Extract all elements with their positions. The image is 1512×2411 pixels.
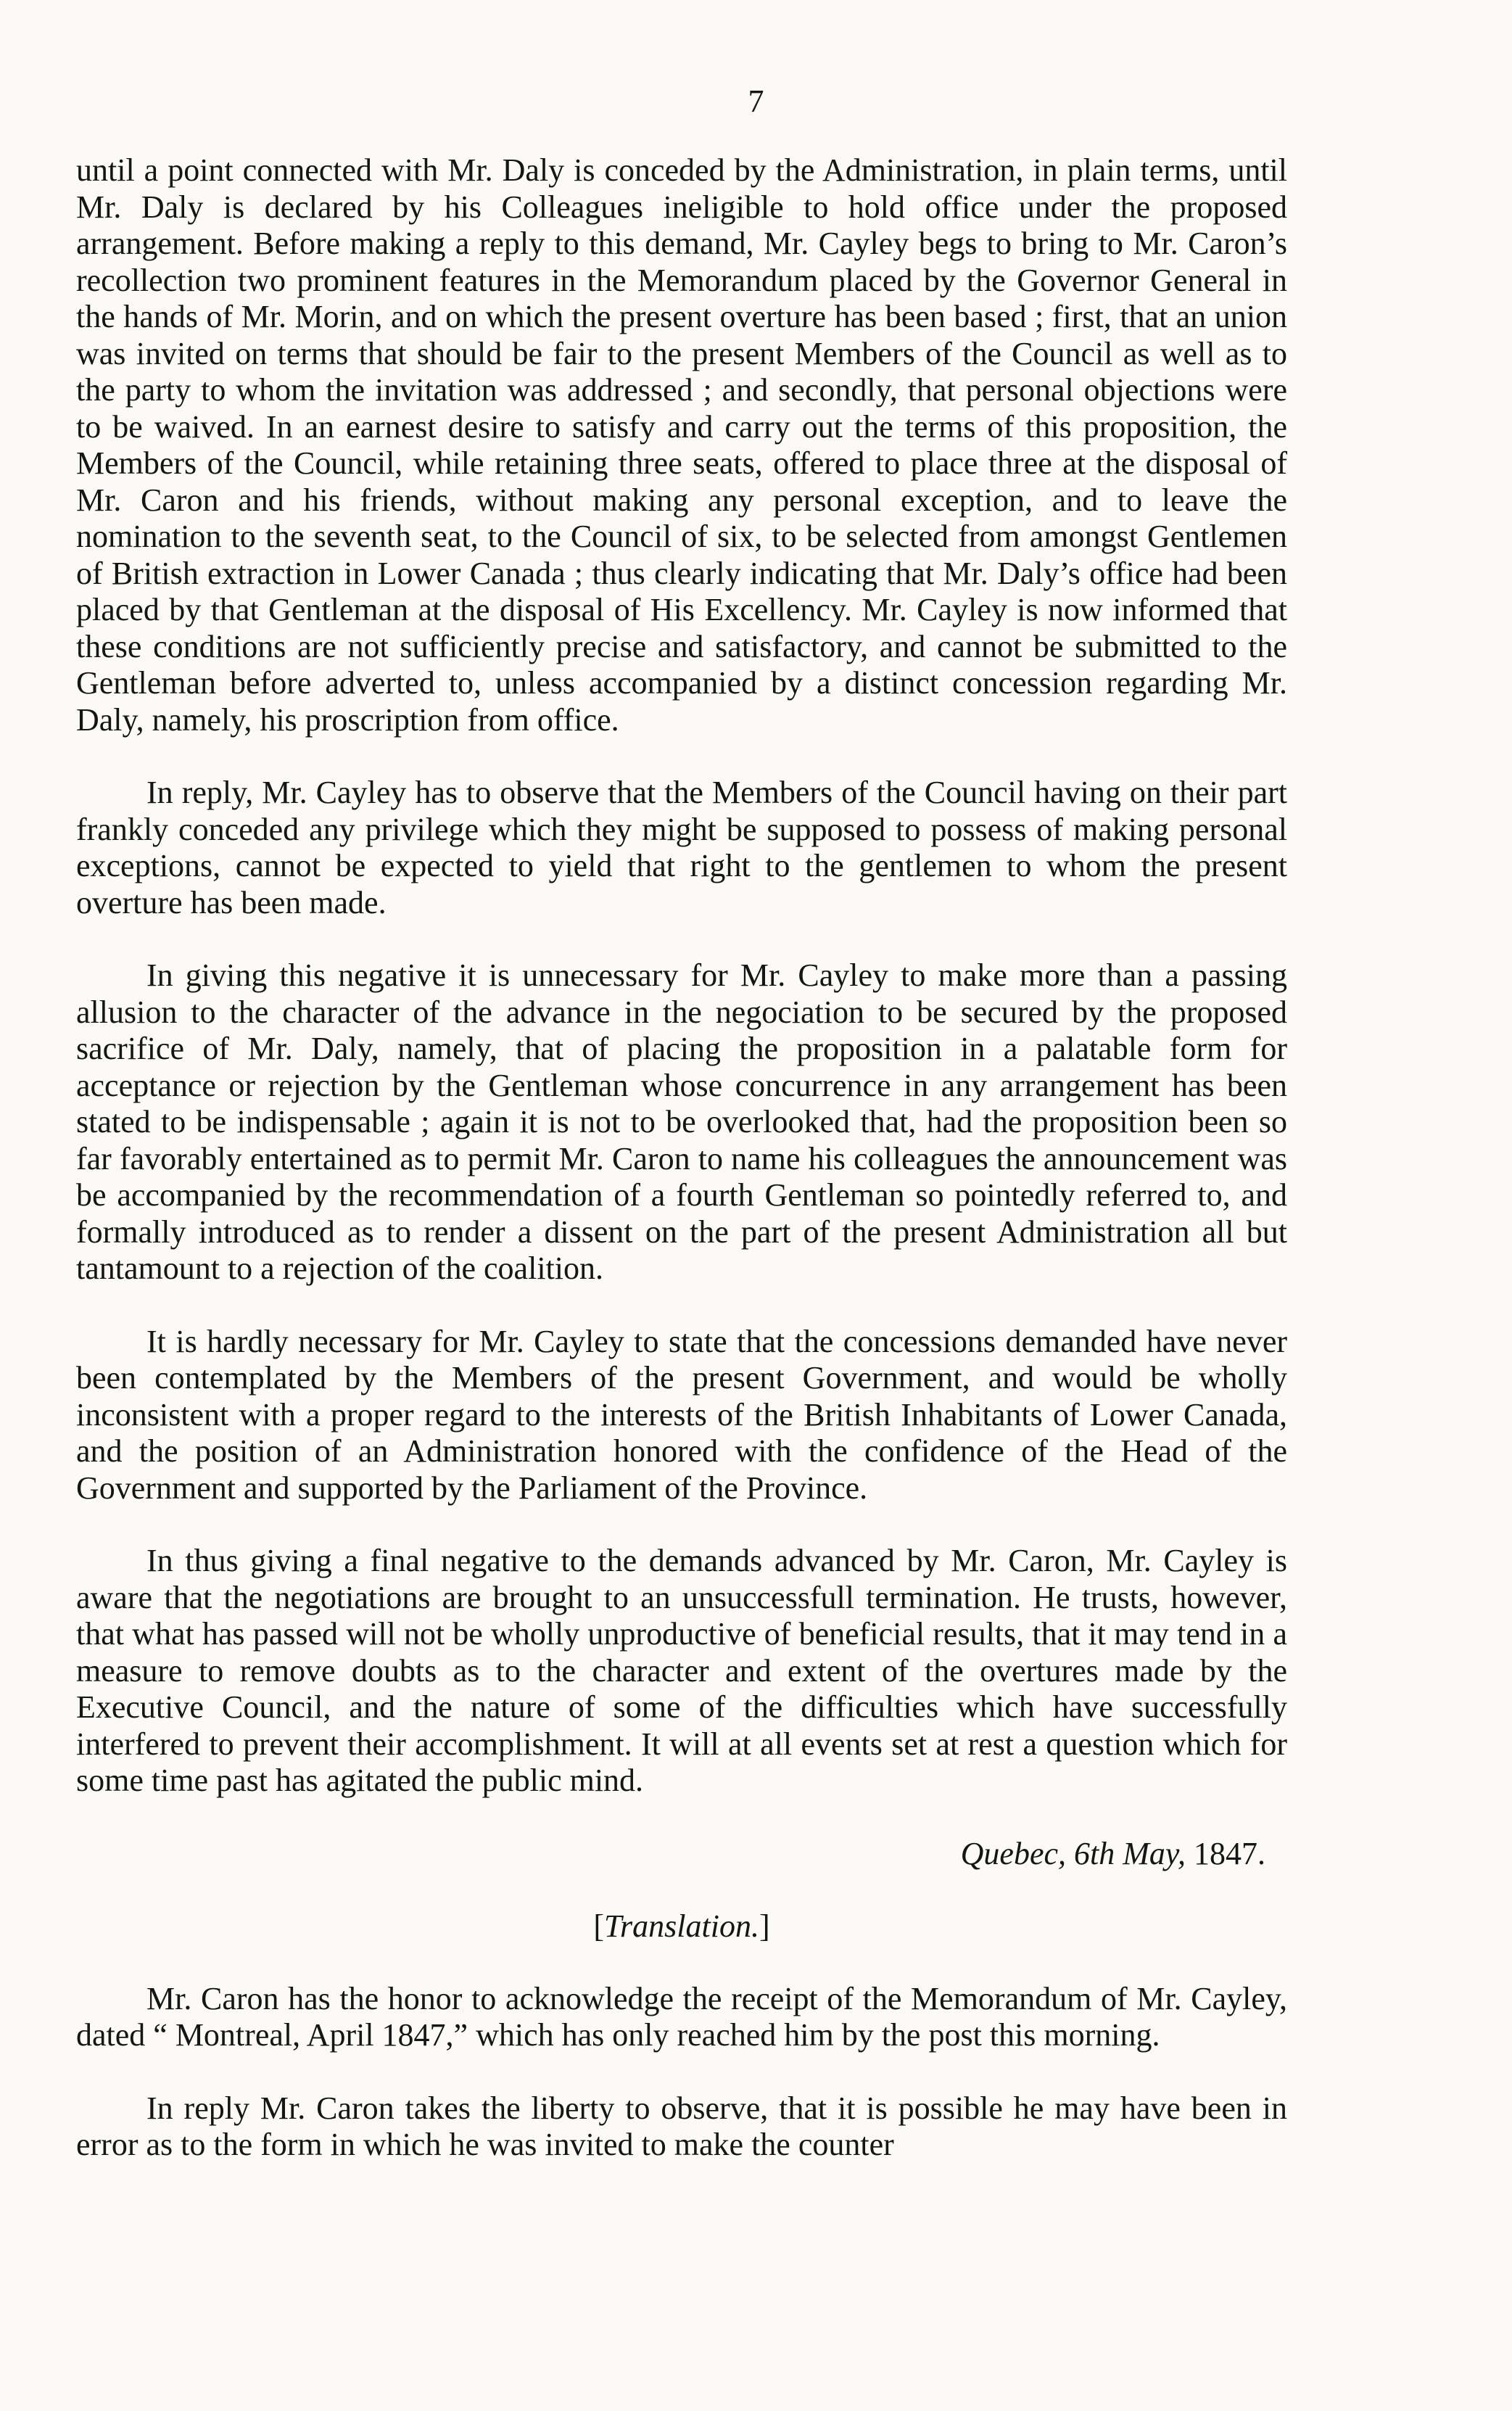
paragraph-reply: In reply, Mr. Cayley has to observe that the Members of the Council having on their part frankly conceded any privilege which they might be supposed to possess of making personal exceptions, cannot be expected to yield that right to the gentlemen to whom the present overture has been made. — [76, 775, 1287, 920]
dateline-year: 1847. — [1194, 1835, 1265, 1871]
paragraph-concessions: It is hardly necessary for Mr. Cayley to state that the concessions demanded have never been contemplated by the Members of the present Government, and would be wholly inconsistent with a proper regard to the interests of the British Inhabitants of Lower Canada, and the position of an Administration honored with the confidence of the Head of the Government and supported by the Parliament of the Province. — [76, 1323, 1287, 1506]
translation-paragraph-reply: In reply Mr. Caron takes the liberty to observe, that it is possible he may have been in error as to the form in which he was invited to make the counter — [76, 2090, 1287, 2162]
body-text — [76, 152, 1287, 2164]
dateline — [76, 1836, 1287, 1872]
dateline-place-date: Quebec, 6th May, — [960, 1835, 1186, 1871]
paragraph-final-negative: In thus giving a final negative to the demands advanced by Mr. Caron, Mr. Cayley is aware that the negotiations are brought to an unsuccessfull termination. He trusts, however, that what has passed will not be wholly unproductive of beneficial results, that it may tend in a measure to remove doubts as to the character and extent of the overtures made by the Executive Council, and the nature of some of the difficulties which have successfully interfered to prevent their accomplishment. It will at all events set at rest a question which for some time past has agitated the public mind. — [76, 1543, 1287, 1798]
translation-bracket-close: ] — [759, 1908, 770, 1944]
translation-label: Translation. — [604, 1908, 759, 1944]
page-number: 7 — [748, 83, 764, 119]
paragraph-continuation: until a point connected with Mr. Daly is conceded by the Administration, in plain terms, until Mr. Daly is declared by his Colleagues ineligible to hold office under the proposed arrangement. Before making a reply to this demand, Mr. Cayley begs to bring to Mr. Caron’s recollection two prominent features in the Memorandum placed by the Governor General in the hands of Mr. Morin, and on which the present overture has been based ; first, that an union was invited on terms that should be fair to the present Members of the Council as well as to the party to whom the invitation was addressed ; and secondly, that personal objections were to be waived. In an earnest desire to satisfy and carry out the terms of this proposition, the Members of the Council, while retaining three seats, offered to place three at the disposal of Mr. Caron and his friends, without making any personal exception, and to leave the nomination to the seventh seat, to the Council of six, to be selected from amongst Gentlemen of British extraction in Lower Canada ; thus clearly indicating that Mr. Daly’s office had been placed by that Gentleman at the disposal of His Excellency. Mr. Cayley is now informed that these conditions are not sufficiently precise and satisfactory, and cannot be submitted to the Gentleman before adverted to, unless accompanied by a distinct concession regarding Mr. Daly, namely, his proscription from office. — [76, 152, 1287, 738]
translation-paragraph-acknowledgement: Mr. Caron has the honor to acknowledge the receipt of the Memorandum of Mr. Cayley, dated “ Montreal, April 1847,” which has only reached him by the post this morning. — [76, 1980, 1287, 2053]
translation-bracket-open: [ — [593, 1908, 605, 1944]
translation-heading — [76, 1908, 1287, 1945]
paragraph-negative: In giving this negative it is unnecessary for Mr. Cayley to make more than a passing allusion to the character of the advance in the negociation to be secured by the proposed sacrifice of Mr. Daly, namely, that of placing the proposition in a palatable form for acceptance or rejection by the Gentleman whose concurrence in any arrangement has been stated to be indispensable ; again it is not to be overlooked that, had the proposition been so far favorably entertained as to permit Mr. Caron to name his colleagues the announcement was be accompanied by the recommendation of a fourth Gentleman so pointedly referred to, and formally introduced as to render a dissent on the part of the present Administration all but tantamount to a rejection of the coalition. — [76, 957, 1287, 1286]
